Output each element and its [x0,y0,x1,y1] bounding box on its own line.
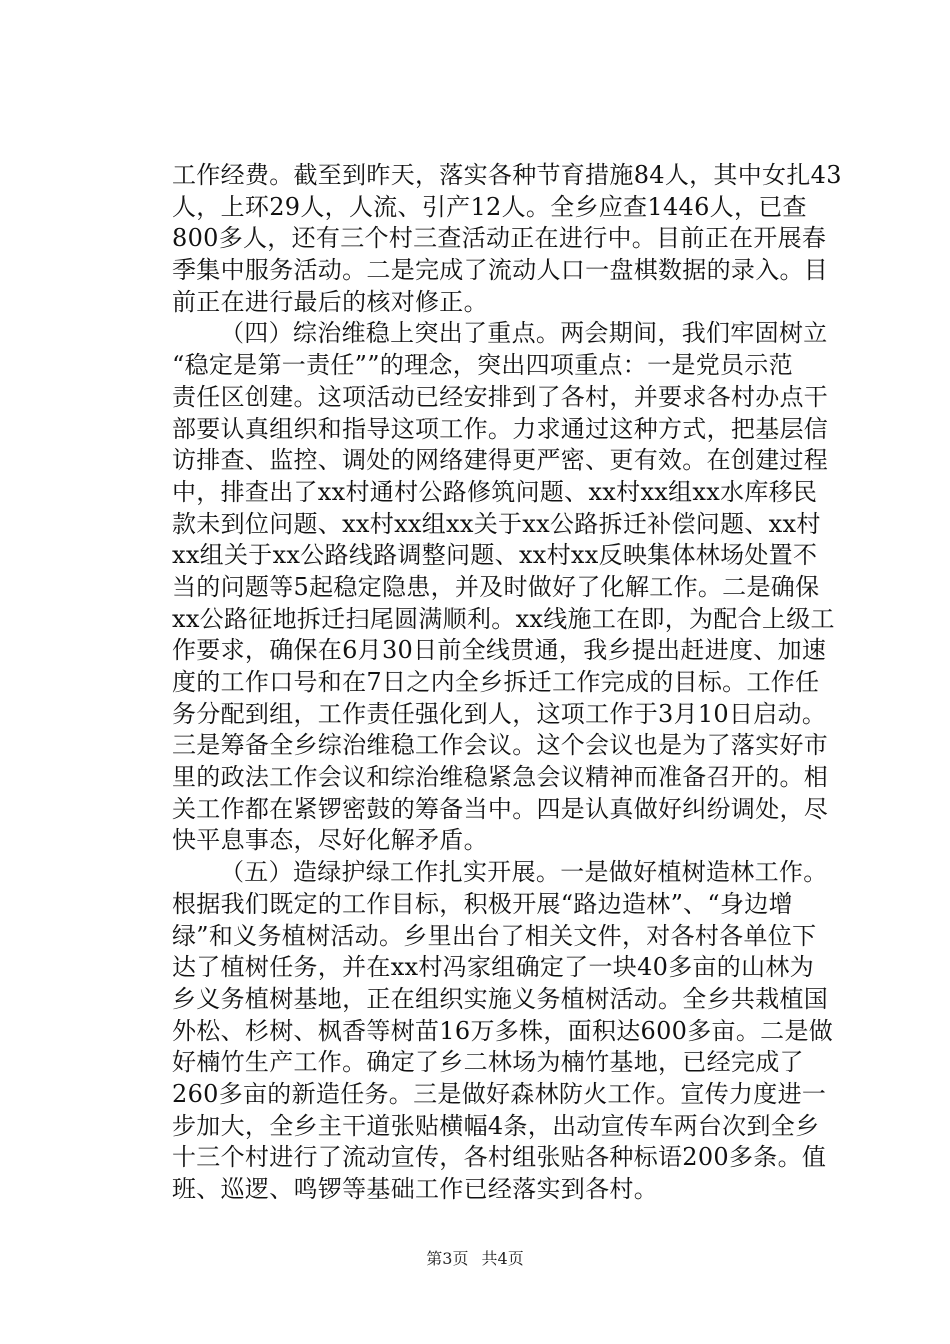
text-line: 作要求，确保在6月30日前全线贯通，我乡提出赶进度、加速 [172,636,827,665]
text-line: 好楠竹生产工作。确定了乡二林场为楠竹基地，已经完成了 [172,1048,804,1077]
text-line: 达了植树任务，并在xx村冯家组确定了一块40多亩的山林为 [172,953,815,982]
text-line: 里的政法工作会议和综治维稳紧急会议精神而准备召开的。相 [172,763,829,792]
text-line: 中，排查出了xx村通村公路修筑问题、xx村xx组xx水库移民 [172,477,818,506]
text-line: 根据我们既定的工作目标，积极开展“路边造林”、“身边增 [172,889,793,918]
text-line: 三是筹备全乡综治维稳工作会议。这个会议也是为了落实好市 [172,731,829,760]
text-line: 访排查、监控、调处的网络建得更严密、更有效。在创建过程 [172,446,829,475]
text-line: 部要认真组织和指导这项工作。力求通过这种方式，把基层信 [172,414,829,443]
page-total: 共4页 [481,1249,524,1268]
text-line: 人，上环29人，人流、引产12人。全乡应查1446人，已查 [172,192,807,221]
text-line: 快平息事态，尽好化解矛盾。 [172,826,488,855]
text-line: （五）造绿护绿工作扎实开展。一是做好植树造林工作。 [220,858,828,887]
text-line: 款未到位问题、xx村xx组xx关于xx公路拆迁补偿问题、xx村 [172,509,821,538]
text-line: 当的问题等5起稳定隐患，并及时做好了化解工作。二是确保 [172,572,820,601]
text-line: 绿”和义务植树活动。乡里出台了相关文件，对各村各单位下 [172,921,817,950]
text-line: 度的工作口号和在7日之内全乡拆迁工作完成的目标。工作任 [172,668,820,696]
text-line: 务分配到组，工作责任强化到人，这项工作于3月10日启动。 [172,699,827,728]
text-line: 工作经费。截至到昨天，落实各种节育措施84人，其中女扎43 [172,161,842,189]
text-line: 班、巡逻、鸣锣等基础工作已经落实到各村。 [172,1175,658,1203]
text-line: 乡义务植树基地，正在组织实施义务植树活动。全乡共栽植国 [172,984,829,1013]
text-line: 责任区创建。这项活动已经安排到了各村，并要求各村办点干 [172,382,829,411]
text-line: 季集中服务活动。二是完成了流动人口一盘棋数据的录入。目 [172,256,829,285]
text-line: xx组关于xx公路线路调整问题、xx村xx反映集体林场处置不 [172,541,818,570]
text-line: 步加大，全乡主干道张贴横幅4条，出动宣传车两台次到全乡 [172,1111,820,1140]
page-number: 第3页 [426,1249,469,1268]
text-line: xx公路征地拆迁扫尾圆满顺利。xx线施工在即，为配合上级工 [172,604,835,633]
text-line: 关工作都在紧锣密鼓的筹备当中。四是认真做好纠纷调处，尽 [172,794,829,823]
text-line: 外松、杉树、枫香等树苗16万多株，面积达600多亩。二是做 [172,1016,834,1045]
text-line: 800多人，还有三个村三查活动正在进行中。目前正在开展春 [172,224,827,253]
text-line: 260多亩的新造任务。三是做好森林防火工作。宣传力度进一 [172,1079,827,1108]
text-line: “稳定是第一责任””的理念，突出四项重点：一是党员示范 [172,351,793,380]
body-text [172,160,842,1206]
text-line: 前正在进行最后的核对修正。 [172,287,488,316]
page-footer [0,1246,950,1269]
text-line: 十三个村进行了流动宣传，各村组张贴各种标语200多条。值 [172,1143,827,1172]
text-line: （四）综治维稳上突出了重点。两会期间，我们牢固树立 [220,319,828,348]
